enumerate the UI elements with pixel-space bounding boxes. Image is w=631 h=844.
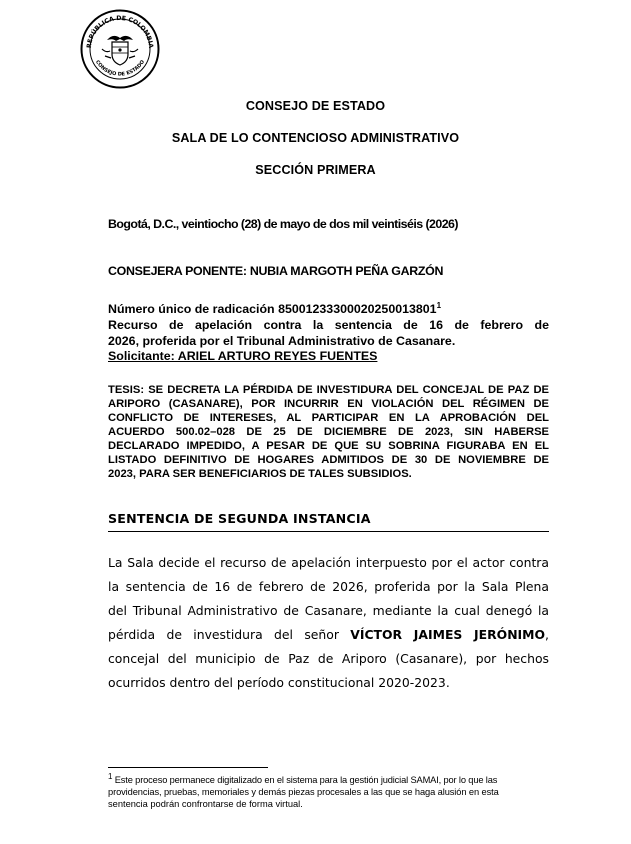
tesis-line-4: ACUERDO 500.02–028 DE 25 DE DICIEMBRE DE 2023, SIN HABERSE <box>108 426 549 438</box>
body-line-6: ocurridos dentro del período constitucional 2020-2023. <box>108 675 450 690</box>
footnote-line-1 <box>108 771 548 786</box>
tesis-line-1: TESIS: SE DECRETA LA PÉRDIDA DE INVESTIDURA DEL CONCEJAL DE PAZ DE <box>108 384 549 396</box>
body-line-1: La Sala decide el recurso de apelación interpuesto por el actor contra <box>108 555 549 570</box>
footnote-separator <box>108 767 268 768</box>
recurso-line-2: 2026, proferida por el Tribunal Administrativo de Casanare. <box>108 334 456 348</box>
section-heading: SECCIÓN PRIMERA <box>255 163 376 177</box>
chamber-heading: SALA DE LO CONTENCIOSO ADMINISTRATIVO <box>171 131 460 145</box>
date-line: Bogotá, D.C., veintiocho (28) de mayo de dos mil veintiséis (2026) <box>108 217 458 231</box>
recurso-line-1: Recurso de apelación contra la sentencia de 16 de febrero de <box>108 318 549 332</box>
body-line-4-post: , <box>545 627 549 642</box>
respondent-name: VÍCTOR JAIMES JERÓNIMO <box>350 627 546 642</box>
body-line-3: del Tribunal Administrativo de Casanare, mediante la cual denegó la <box>108 603 549 618</box>
body-line-5: concejal del municipio de Paz de Ariporo (Casanare), por hechos <box>108 651 549 666</box>
judgment-section-title: SENTENCIA DE SEGUNDA INSTANCIA <box>108 511 371 526</box>
body-line-4-pre: pérdida de investidura del señor <box>108 627 339 642</box>
footnote-number: 1 <box>108 771 113 781</box>
tesis-line-2: ARIPORO (CASANARE), POR INCURRIR EN VIOLACIÓN DEL RÉGIMEN DE <box>108 398 549 410</box>
footnote-line-2: providencias, pruebas, memoriales y demás piezas procesales a las que se haga alusión en esta <box>108 787 499 797</box>
section-divider <box>108 531 549 532</box>
solicitante-line: Solicitante: ARIEL ARTURO REYES FUENTES <box>108 349 378 363</box>
radicacion-text: Número único de radicación 85001233300020250013801 <box>108 302 437 316</box>
seal-ring-text: REPÚBLICA DE COLOMBIA <box>85 14 155 49</box>
seal-bottom-text: CONSEJO DE ESTADO <box>93 59 147 78</box>
tesis-line-7: 2023, PARA SER BENEFICIARIOS DE TALES SUBSIDIOS. <box>108 468 412 480</box>
tesis-line-3: CONFLICTO DE INTERESES, AL PARTICIPAR EN LA APROBACIÓN DEL <box>108 412 549 424</box>
court-name-heading: CONSEJO DE ESTADO <box>245 99 386 113</box>
colombia-seal-logo <box>80 9 160 89</box>
ponente-line: CONSEJERA PONENTE: NUBIA MARGOTH PEÑA GARZÓN <box>108 264 444 278</box>
body-line-2: la sentencia de 16 de febrero de 2026, proferida por la Sala Plena <box>108 579 549 594</box>
tesis-line-5: DECLARADO IMPEDIDO, A PESAR DE QUE SU SOBRINA FIGURABA EN EL <box>108 440 549 452</box>
radicacion-line <box>108 302 549 318</box>
tesis-line-6: LISTADO DEFINITIVO DE HOGARES ADMITIDOS DE 30 DE NOVIEMBRE DE <box>108 454 549 466</box>
footnote-mark[interactable]: 1 <box>436 300 442 310</box>
footnote-line-3: sentencia podrán confrontarse de forma virtual. <box>108 799 303 809</box>
body-line-4 <box>108 627 549 642</box>
footnote-text-1: Este proceso permanece digitalizado en el sistema para la gestión judicial SAMAI, por lo que las <box>114 775 498 785</box>
